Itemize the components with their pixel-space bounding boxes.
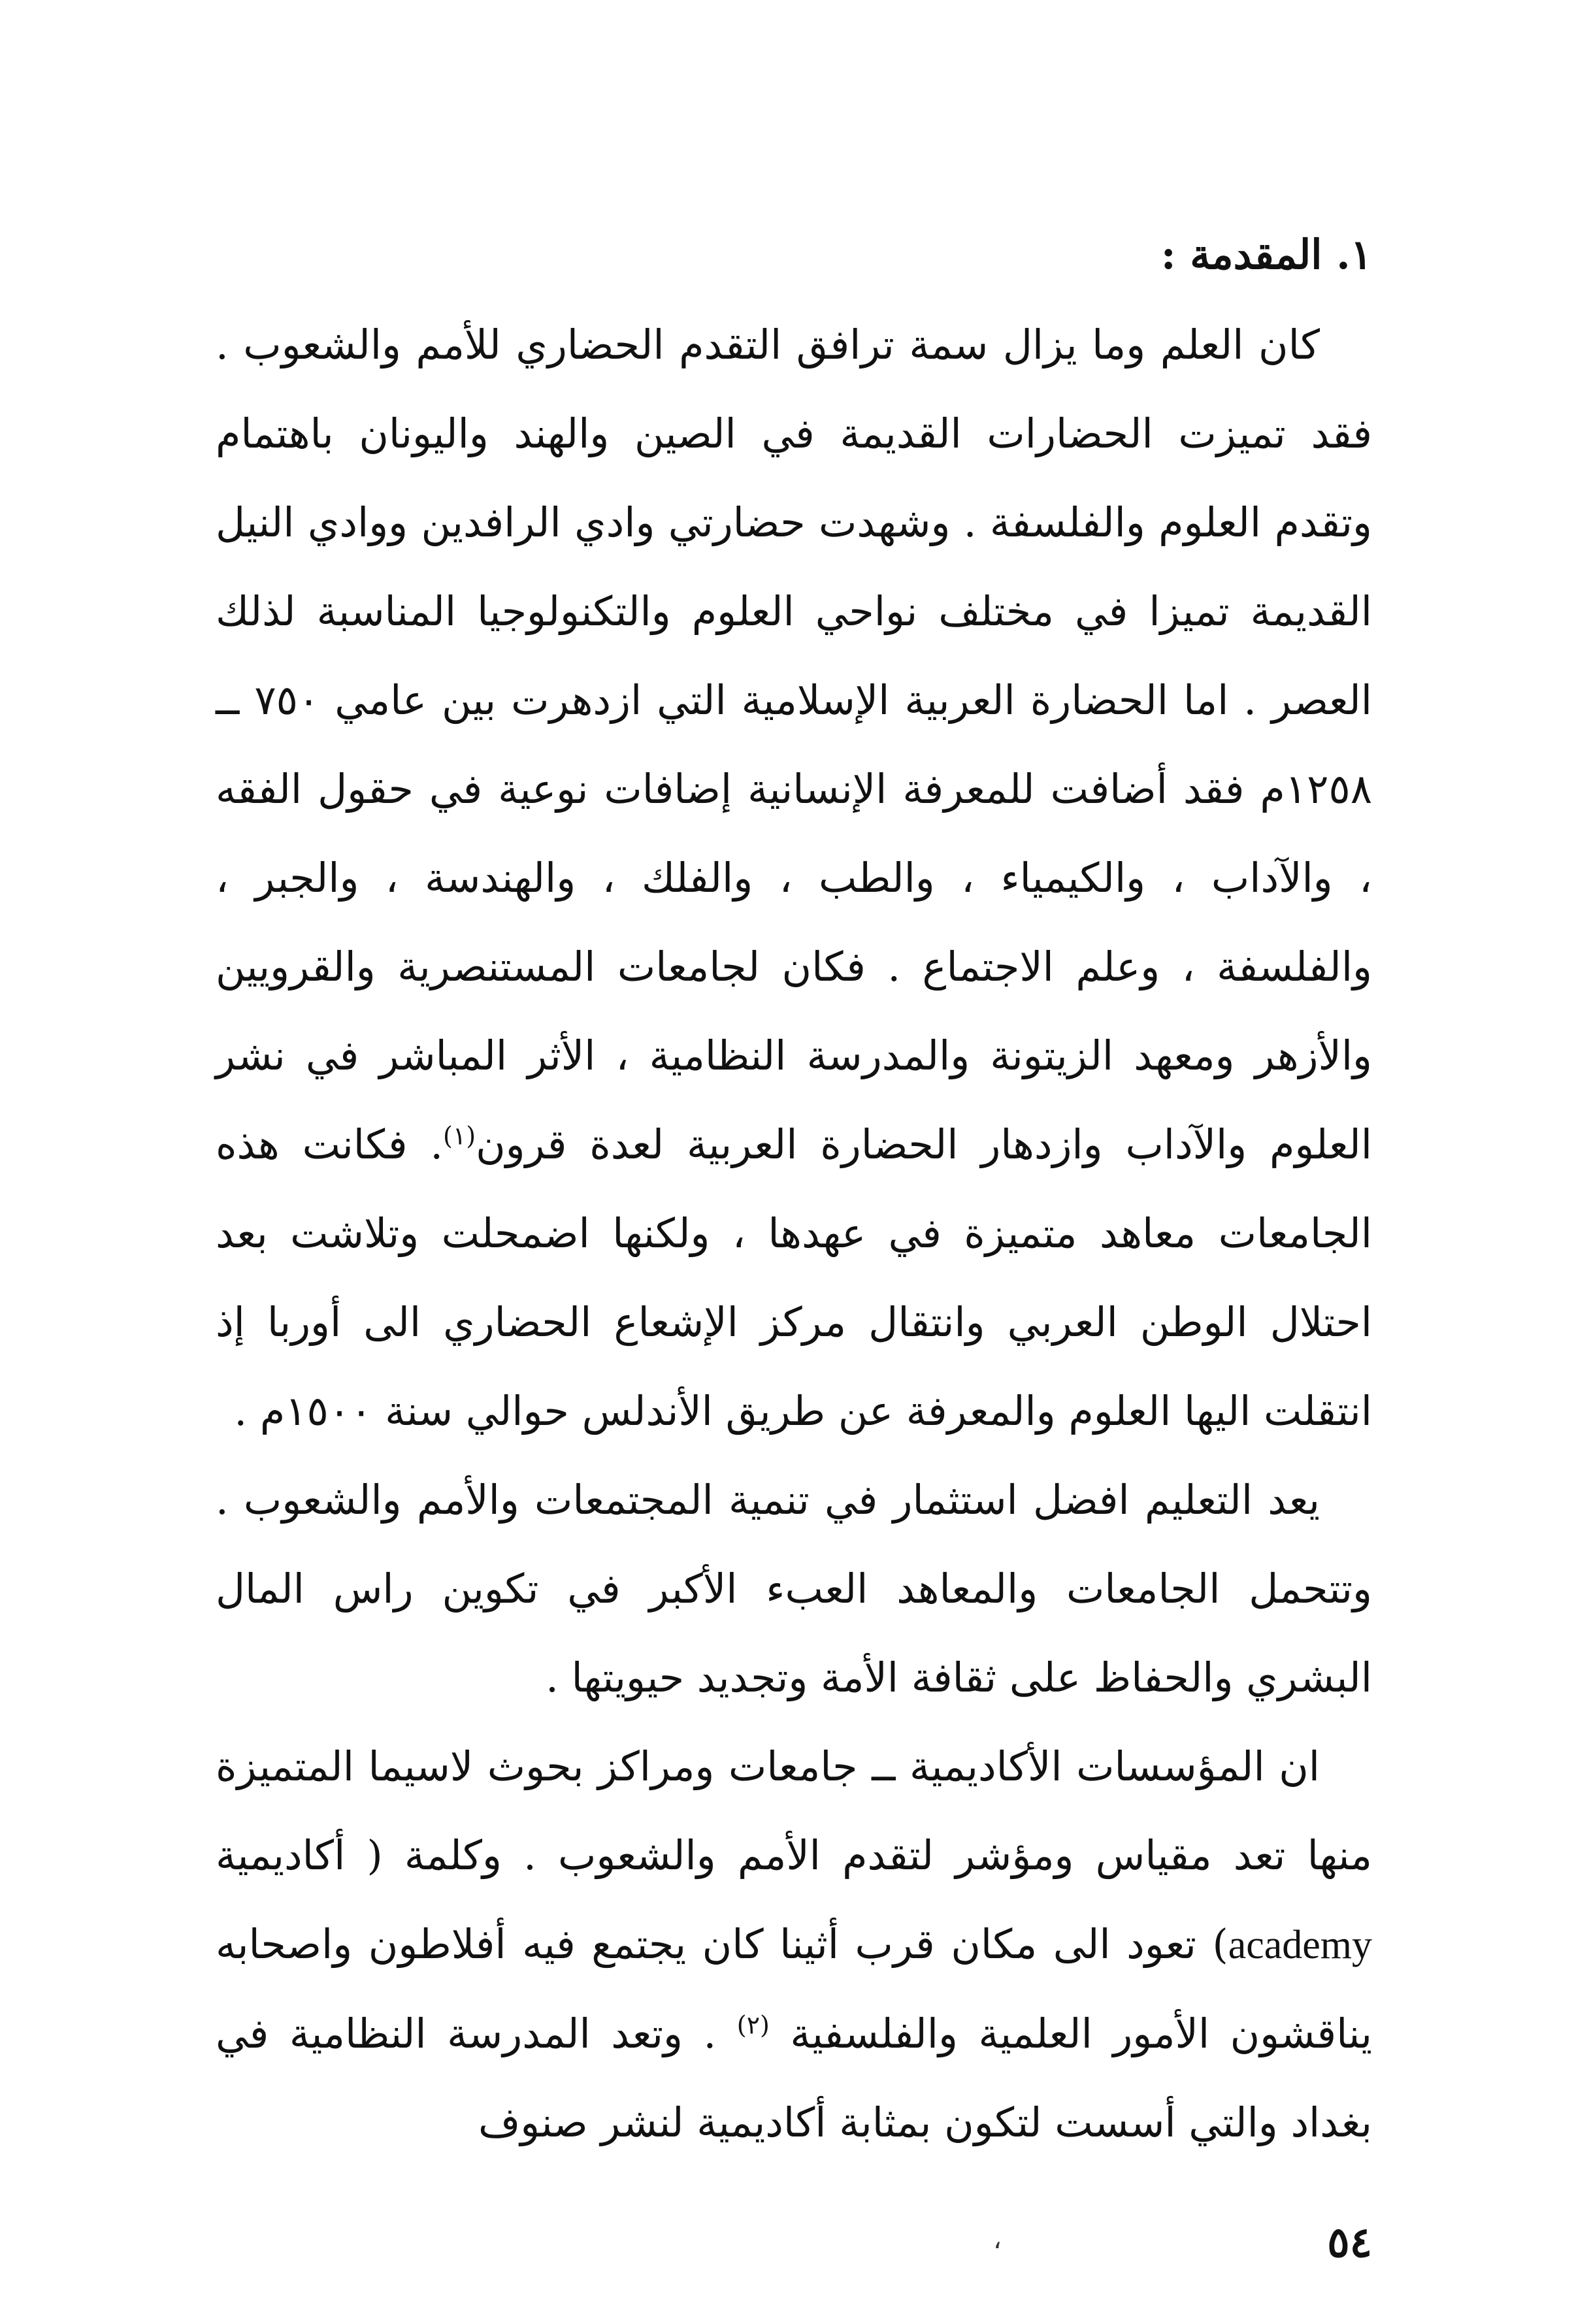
stray-mark: ، [993,2225,1002,2255]
paragraph-3-text-middle: ) تعود الى مكان قرب أثينا كان يجتمع فيه أفلاطون واصحابه يناقشون الأمور العلمية والفلسفية [216,1920,1372,2057]
paragraph-1-text: كان العلم وما يزال سمة ترافق التقدم الحضاري للأمم والشعوب . فقد تميزت الحضارات القديمة في الصين والهند واليونان باهتمام وتقدم العلوم والفلسفة . وشهدت حضارتي وادي الرافدين ووادي النيل القديمة تميزا في مختلف نواحي العلوم والتكنولوجيا المناسبة لذلك العصر . اما الحضارة العربية الإسلامية التي ازدهرت بين عامي ٧٥٠ ــ ١٢٥٨م فقد أضافت للمعرفة الإنسانية إضافات نوعية في حقول الفقه ، والآداب ، والكيمياء ، والطب ، والفلك ، والهندسة ، والجبر ، والفلسفة ، وعلم الاجتماع . فكان لجامعات المستنصرية والقرويين والأزهر ومعهد الزيتونة والمدرسة النظامية ، الأثر المباشر في نشر العلوم والآداب وازدهار الحضارة العربية لعدة قرون [216,321,1372,1168]
paragraph-1-text-after: . فكانت هذه الجامعات معاهد متميزة في عهدها ، ولكنها اضمحلت وتلاشت بعد احتلال الوطن العربي وانتقال مركز الإشعاع الحضاري الى أوربا إذ انتقلت اليها العلوم والمعرفة عن طريق الأندلس حوالي سنة ١٥٠٠م . [216,1121,1373,1435]
paragraph-1 [216,301,1372,1456]
page-number: ٥٤ [1327,2218,1372,2267]
section-heading: ١. المقدمة : [1160,231,1372,278]
paragraph-3-text-before: ان المؤسسات الأكاديمية ــ جامعات ومراكز بحوث لاسيما المتميزة منها تعد مقياس ومؤشر لتقدم الأمم والشعوب . وكلمة ( أكاديمية [216,1743,1372,1879]
paragraph-2 [216,1456,1372,1722]
footnote-ref-2: (٢) [736,2010,770,2040]
paragraph-3-text-after: . وتعد المدرسة النظامية في بغداد والتي أسست لتكون بمثابة أكاديمية لنشر صنوف [216,2010,1372,2146]
footnote-ref-1: (١) [443,1121,476,1151]
latin-term: academy [1228,1923,1373,1967]
document-body [216,222,1372,2167]
paragraph-3 [216,1722,1372,2167]
paragraph-2-text: يعد التعليم افضل استثمار في تنمية المجتمعات والأمم والشعوب . وتتحمل الجامعات والمعاهد العبء الأكبر في تكوين راس المال البشري والحفاظ على ثقافة الأمة وتجديد حيويتها . [216,1476,1372,1701]
